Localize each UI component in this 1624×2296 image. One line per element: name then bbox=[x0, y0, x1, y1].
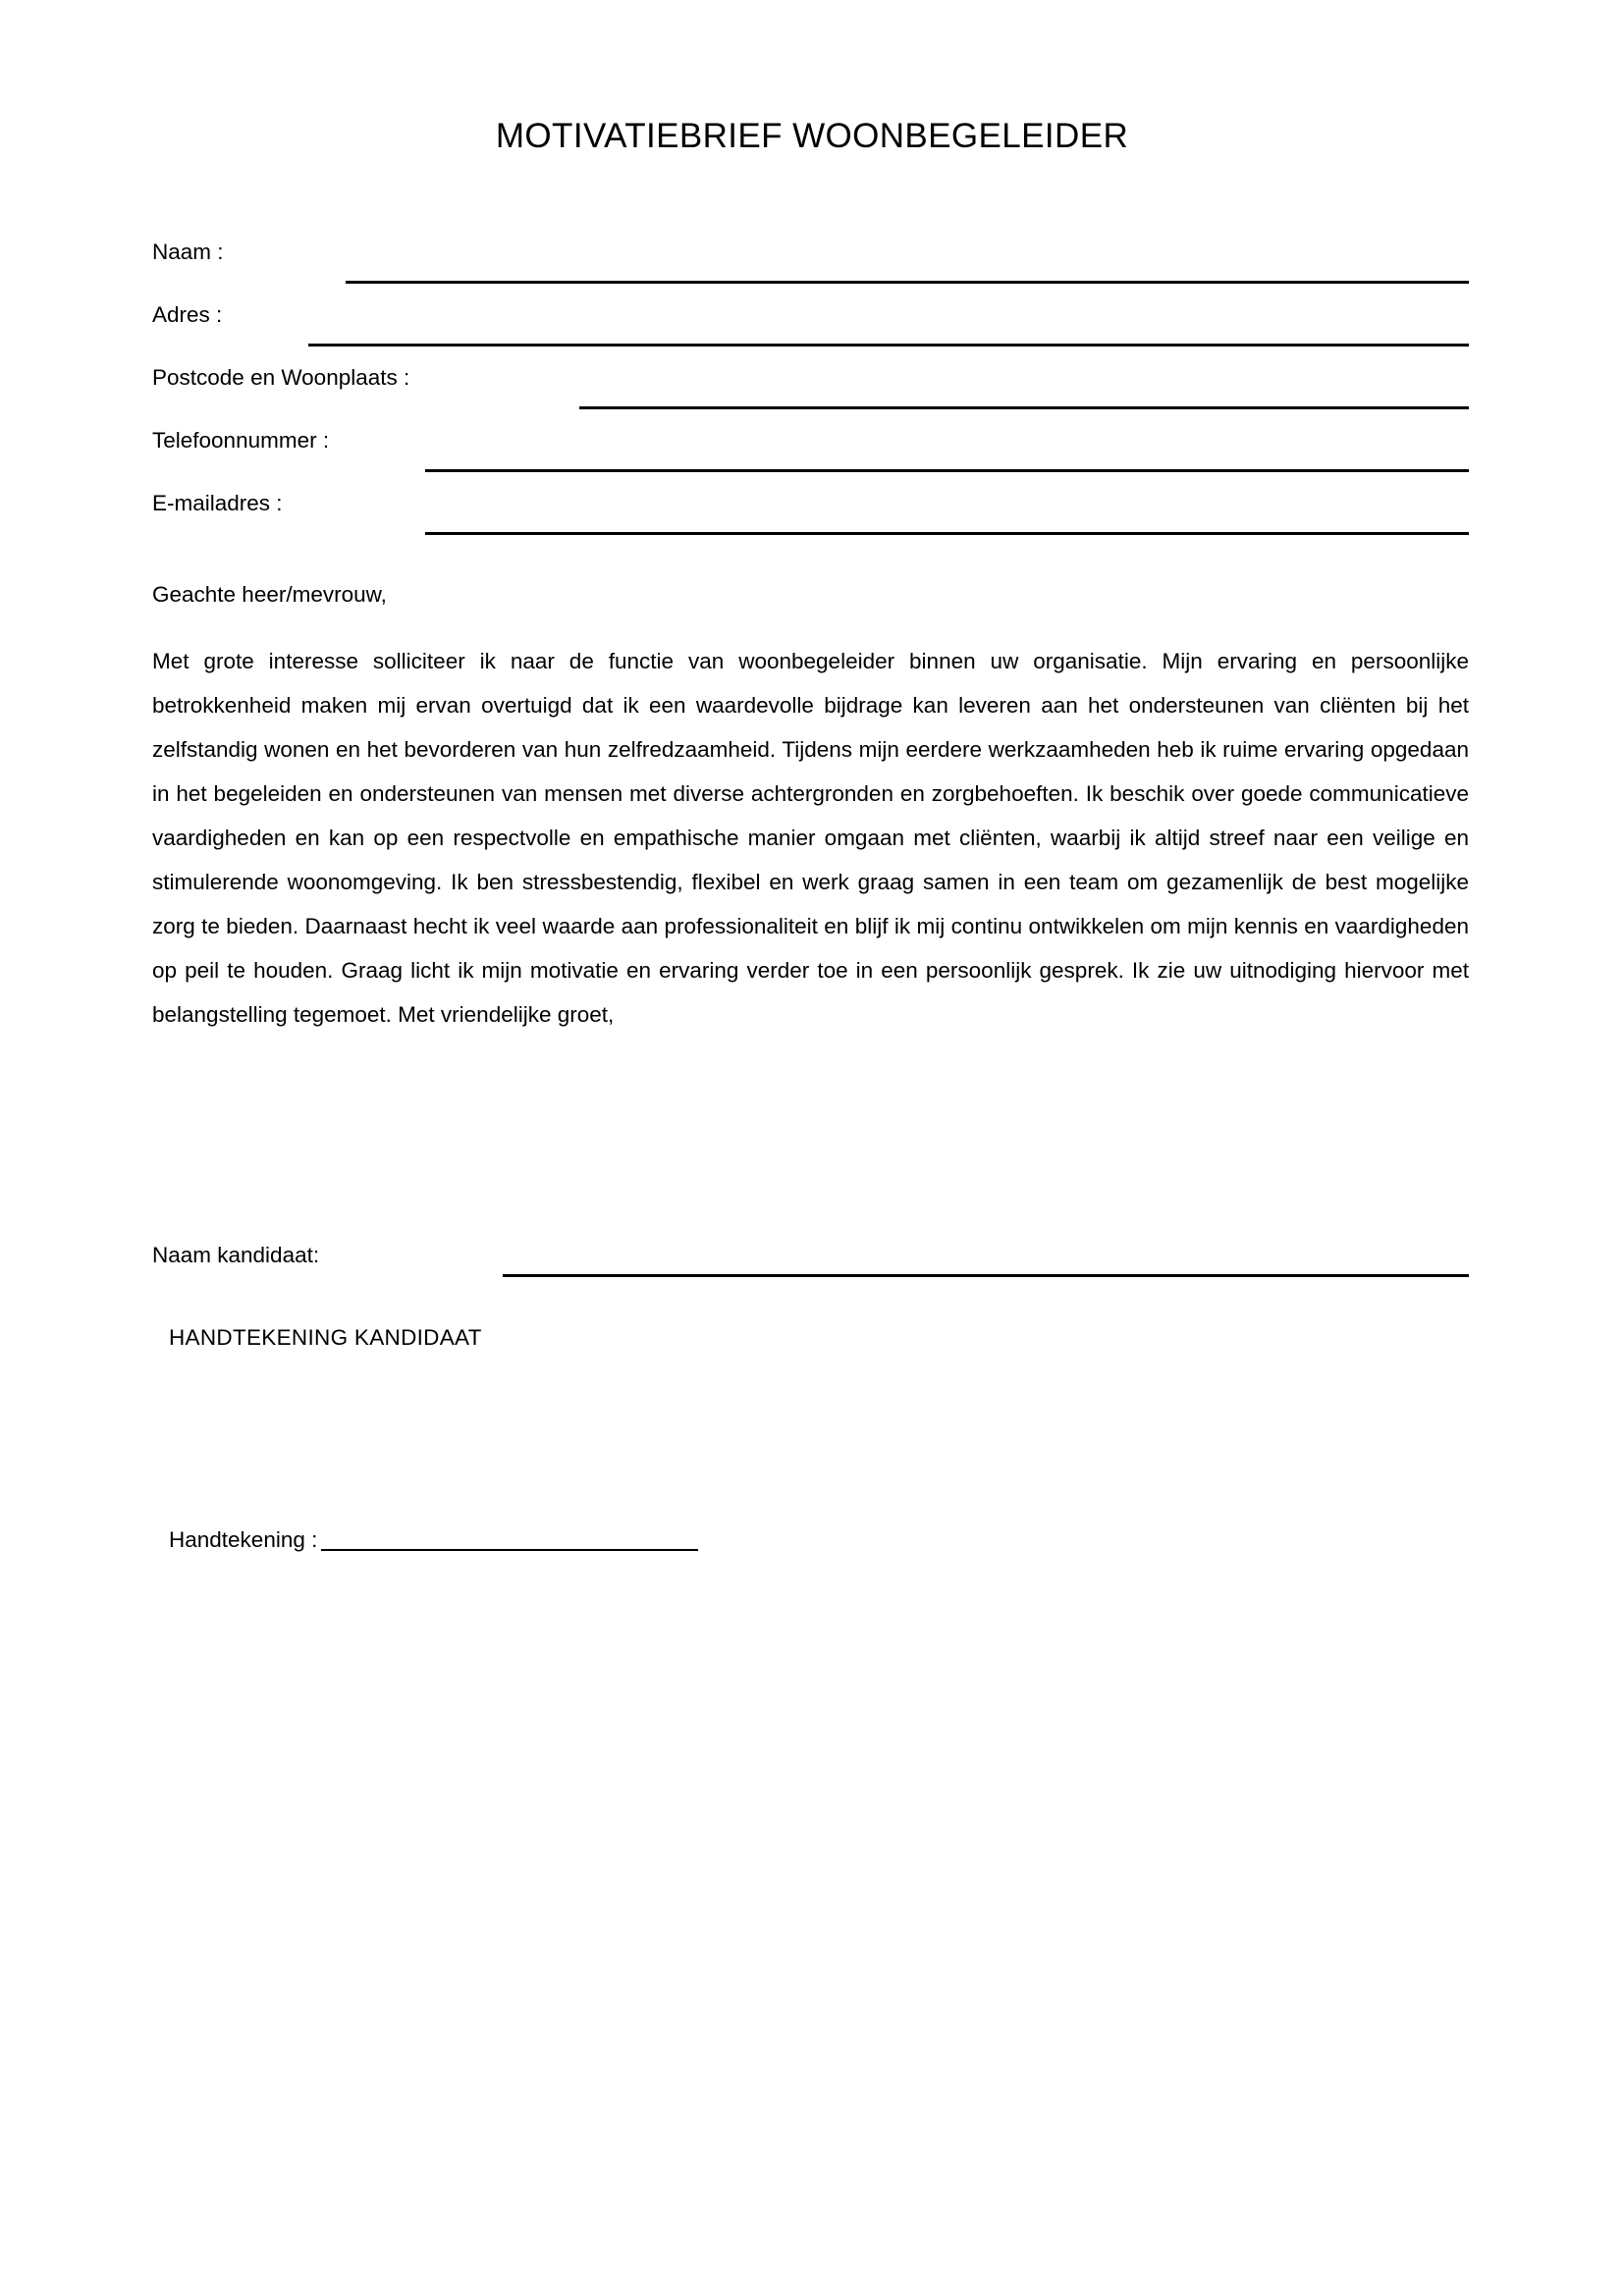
candidate-name-input[interactable] bbox=[503, 1274, 1469, 1277]
signature-line-label: Handtekening : bbox=[169, 1527, 318, 1552]
field-label-naam: Naam : bbox=[152, 240, 224, 264]
letter-body-paragraph: Met grote interesse solliciteer ik naar de functie van woonbegeleider binnen uw organisatie. Mijn ervaring en persoonlijke betrokkenheid maken mij ervan overtuigd dat ik een waardevolle bijdrage kan leveren aan het ondersteunen van cliënten bij het zelfstandig wonen en het bevorderen van hun zelfredzaamheid. Tijdens mijn eerdere werkzaamheden heb ik ruime ervaring opgedaan in het begeleiden en ondersteunen van mensen met diverse achtergronden en zorgbehoeften. Ik beschik over goede communicatieve vaardigheden en kan op een respectvolle en empathische manier omgaan met cliënten, waarbij ik altijd streef naar een veilige en stimulerende woonomgeving. Ik ben stressbestendig, flexibel en werk graag samen in een team om gezamenlijk de best mogelijke zorg te bieden. Daarnaast hecht ik veel waarde aan professionaliteit en blijf ik mij continu ontwikkelen om mijn kennis en vaardigheden op peil te houden. Graag licht ik mijn motivatie en ervaring verder toe in een persoonlijk gesprek. Ik zie uw uitnodiging hiervoor met belangstelling tegemoet. Met vriendelijke groet, bbox=[152, 649, 1469, 1027]
field-label-adres: Adres : bbox=[152, 302, 223, 327]
signature-section-heading: HANDTEKENING KANDIDAAT bbox=[169, 1325, 482, 1350]
field-input-telefoonnummer[interactable] bbox=[425, 469, 1469, 472]
applicant-details-form bbox=[152, 239, 1469, 553]
form-row-postcode-woonplaats bbox=[152, 364, 1469, 427]
letter-salutation: Geachte heer/mevrouw, bbox=[152, 582, 387, 607]
field-input-postcode-woonplaats[interactable] bbox=[579, 406, 1469, 409]
form-row-emailadres bbox=[152, 490, 1469, 553]
field-label-telefoonnummer: Telefoonnummer : bbox=[152, 428, 330, 453]
form-row-naam bbox=[152, 239, 1469, 301]
field-label-postcode-woonplaats: Postcode en Woonplaats : bbox=[152, 365, 410, 390]
field-input-adres[interactable] bbox=[308, 344, 1469, 347]
signature-line-input[interactable] bbox=[321, 1549, 698, 1551]
field-input-naam[interactable] bbox=[346, 281, 1469, 284]
form-row-telefoonnummer bbox=[152, 427, 1469, 490]
candidate-name-row bbox=[152, 1242, 1469, 1301]
field-label-emailadres: E-mailadres : bbox=[152, 491, 283, 515]
page-title: MOTIVATIEBRIEF WOONBEGELEIDER bbox=[495, 117, 1129, 155]
signature-line-row bbox=[169, 1526, 698, 1554]
form-row-adres bbox=[152, 301, 1469, 364]
field-input-emailadres[interactable] bbox=[425, 532, 1469, 535]
candidate-name-label: Naam kandidaat: bbox=[152, 1243, 320, 1267]
